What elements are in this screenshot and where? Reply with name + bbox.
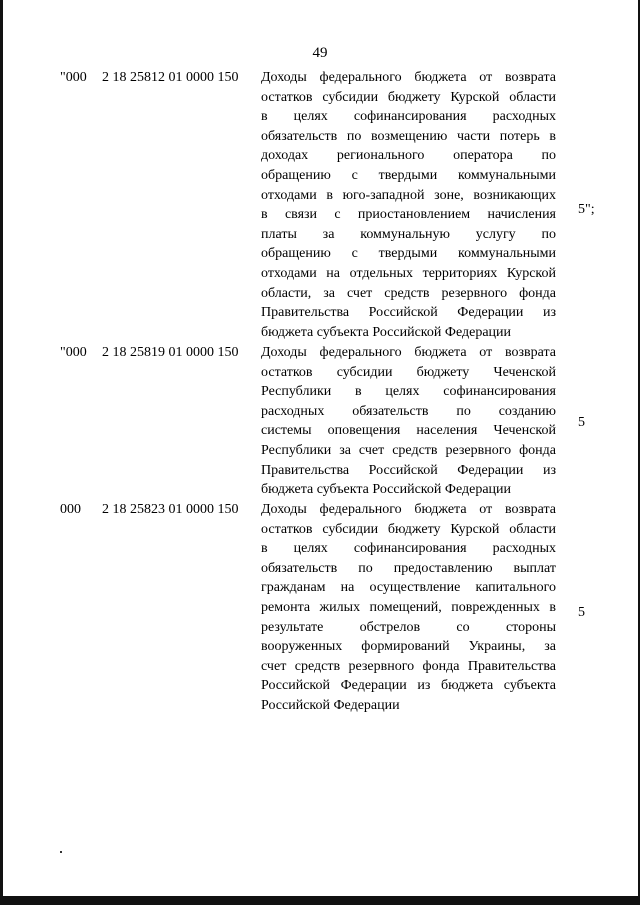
admin-code: "000	[60, 70, 87, 85]
description-line: бюджета субъекта Российской Федерации	[261, 324, 512, 340]
income-description	[261, 500, 556, 716]
amount-value: 5	[578, 605, 585, 620]
budget-classification-code: 2 18 25812 01 0000 150	[102, 70, 239, 85]
description-line: Доходы федерального бюджета от возврата	[261, 345, 556, 360]
description-line: обращению с твердыми коммунальными	[261, 167, 556, 183]
income-description	[261, 343, 556, 500]
description-line: области, за счет средств резервного фонда	[261, 285, 556, 301]
scan-speck	[60, 851, 62, 853]
page-number: 49	[312, 45, 328, 61]
admin-code: "000	[60, 345, 87, 360]
description-line: вооруженных формирований Украины, за	[261, 639, 556, 655]
description-line: бюджета субъекта Российской Федерации	[261, 482, 512, 498]
description-line: в целях софинансирования расходных	[261, 541, 556, 557]
budget-classification-code: 2 18 25819 01 0000 150	[102, 345, 239, 360]
description-line: обращению с твердыми коммунальными	[261, 246, 556, 262]
description-line: Доходы федерального бюджета от возврата	[261, 502, 556, 517]
description-line: ремонта жилых помещений, поврежденных в	[261, 599, 556, 615]
scan-edge-bottom	[0, 896, 640, 905]
description-line: Республики в целях софинансирования	[261, 384, 556, 400]
description-line: Российской Федерации	[261, 697, 400, 713]
description-line: отходами в юго-западной зоне, возникающих	[261, 187, 556, 203]
amount-value: 5	[578, 415, 585, 430]
description-line: расходных обязательств по созданию	[261, 403, 556, 419]
description-line: отходами на отдельных территориях Курской	[261, 265, 556, 281]
admin-code: 000	[60, 502, 81, 517]
description-line: Доходы федерального бюджета от возврата	[261, 70, 556, 85]
description-line: системы оповещения населения Чеченской	[261, 423, 556, 439]
description-line: счет средств резервного фонда Правительства	[261, 658, 556, 674]
description-line: платы за коммунальную услугу по	[261, 226, 556, 242]
budget-classification-code: 2 18 25823 01 0000 150	[102, 502, 239, 517]
description-line: Правительства Российской Федерации из	[261, 462, 556, 478]
amount-value: 5";	[578, 202, 595, 217]
description-line: Правительства Российской Федерации из	[261, 305, 556, 321]
description-line: обязательств по предоставлению выплат	[261, 560, 556, 576]
description-line: в связи с приостановлением начисления	[261, 207, 556, 223]
description-line: Республики за счет средств резервного фонда	[261, 442, 556, 458]
description-line: остатков субсидии бюджету Чеченской	[261, 364, 556, 380]
description-line: результате обстрелов со стороны	[261, 619, 556, 635]
scan-edge-left	[0, 0, 3, 905]
description-line: в целях софинансирования расходных	[261, 109, 556, 125]
description-line: остатков субсидии бюджету Курской области	[261, 89, 556, 105]
description-line: обязательств по возмещению части потерь в	[261, 128, 556, 144]
income-description	[261, 68, 556, 342]
description-line: гражданам на осуществление капитального	[261, 580, 556, 596]
description-line: Российской Федерации из бюджета субъекта	[261, 678, 556, 694]
description-line: доходах регионального оператора по	[261, 148, 556, 164]
description-line: остатков субсидии бюджету Курской области	[261, 521, 556, 537]
